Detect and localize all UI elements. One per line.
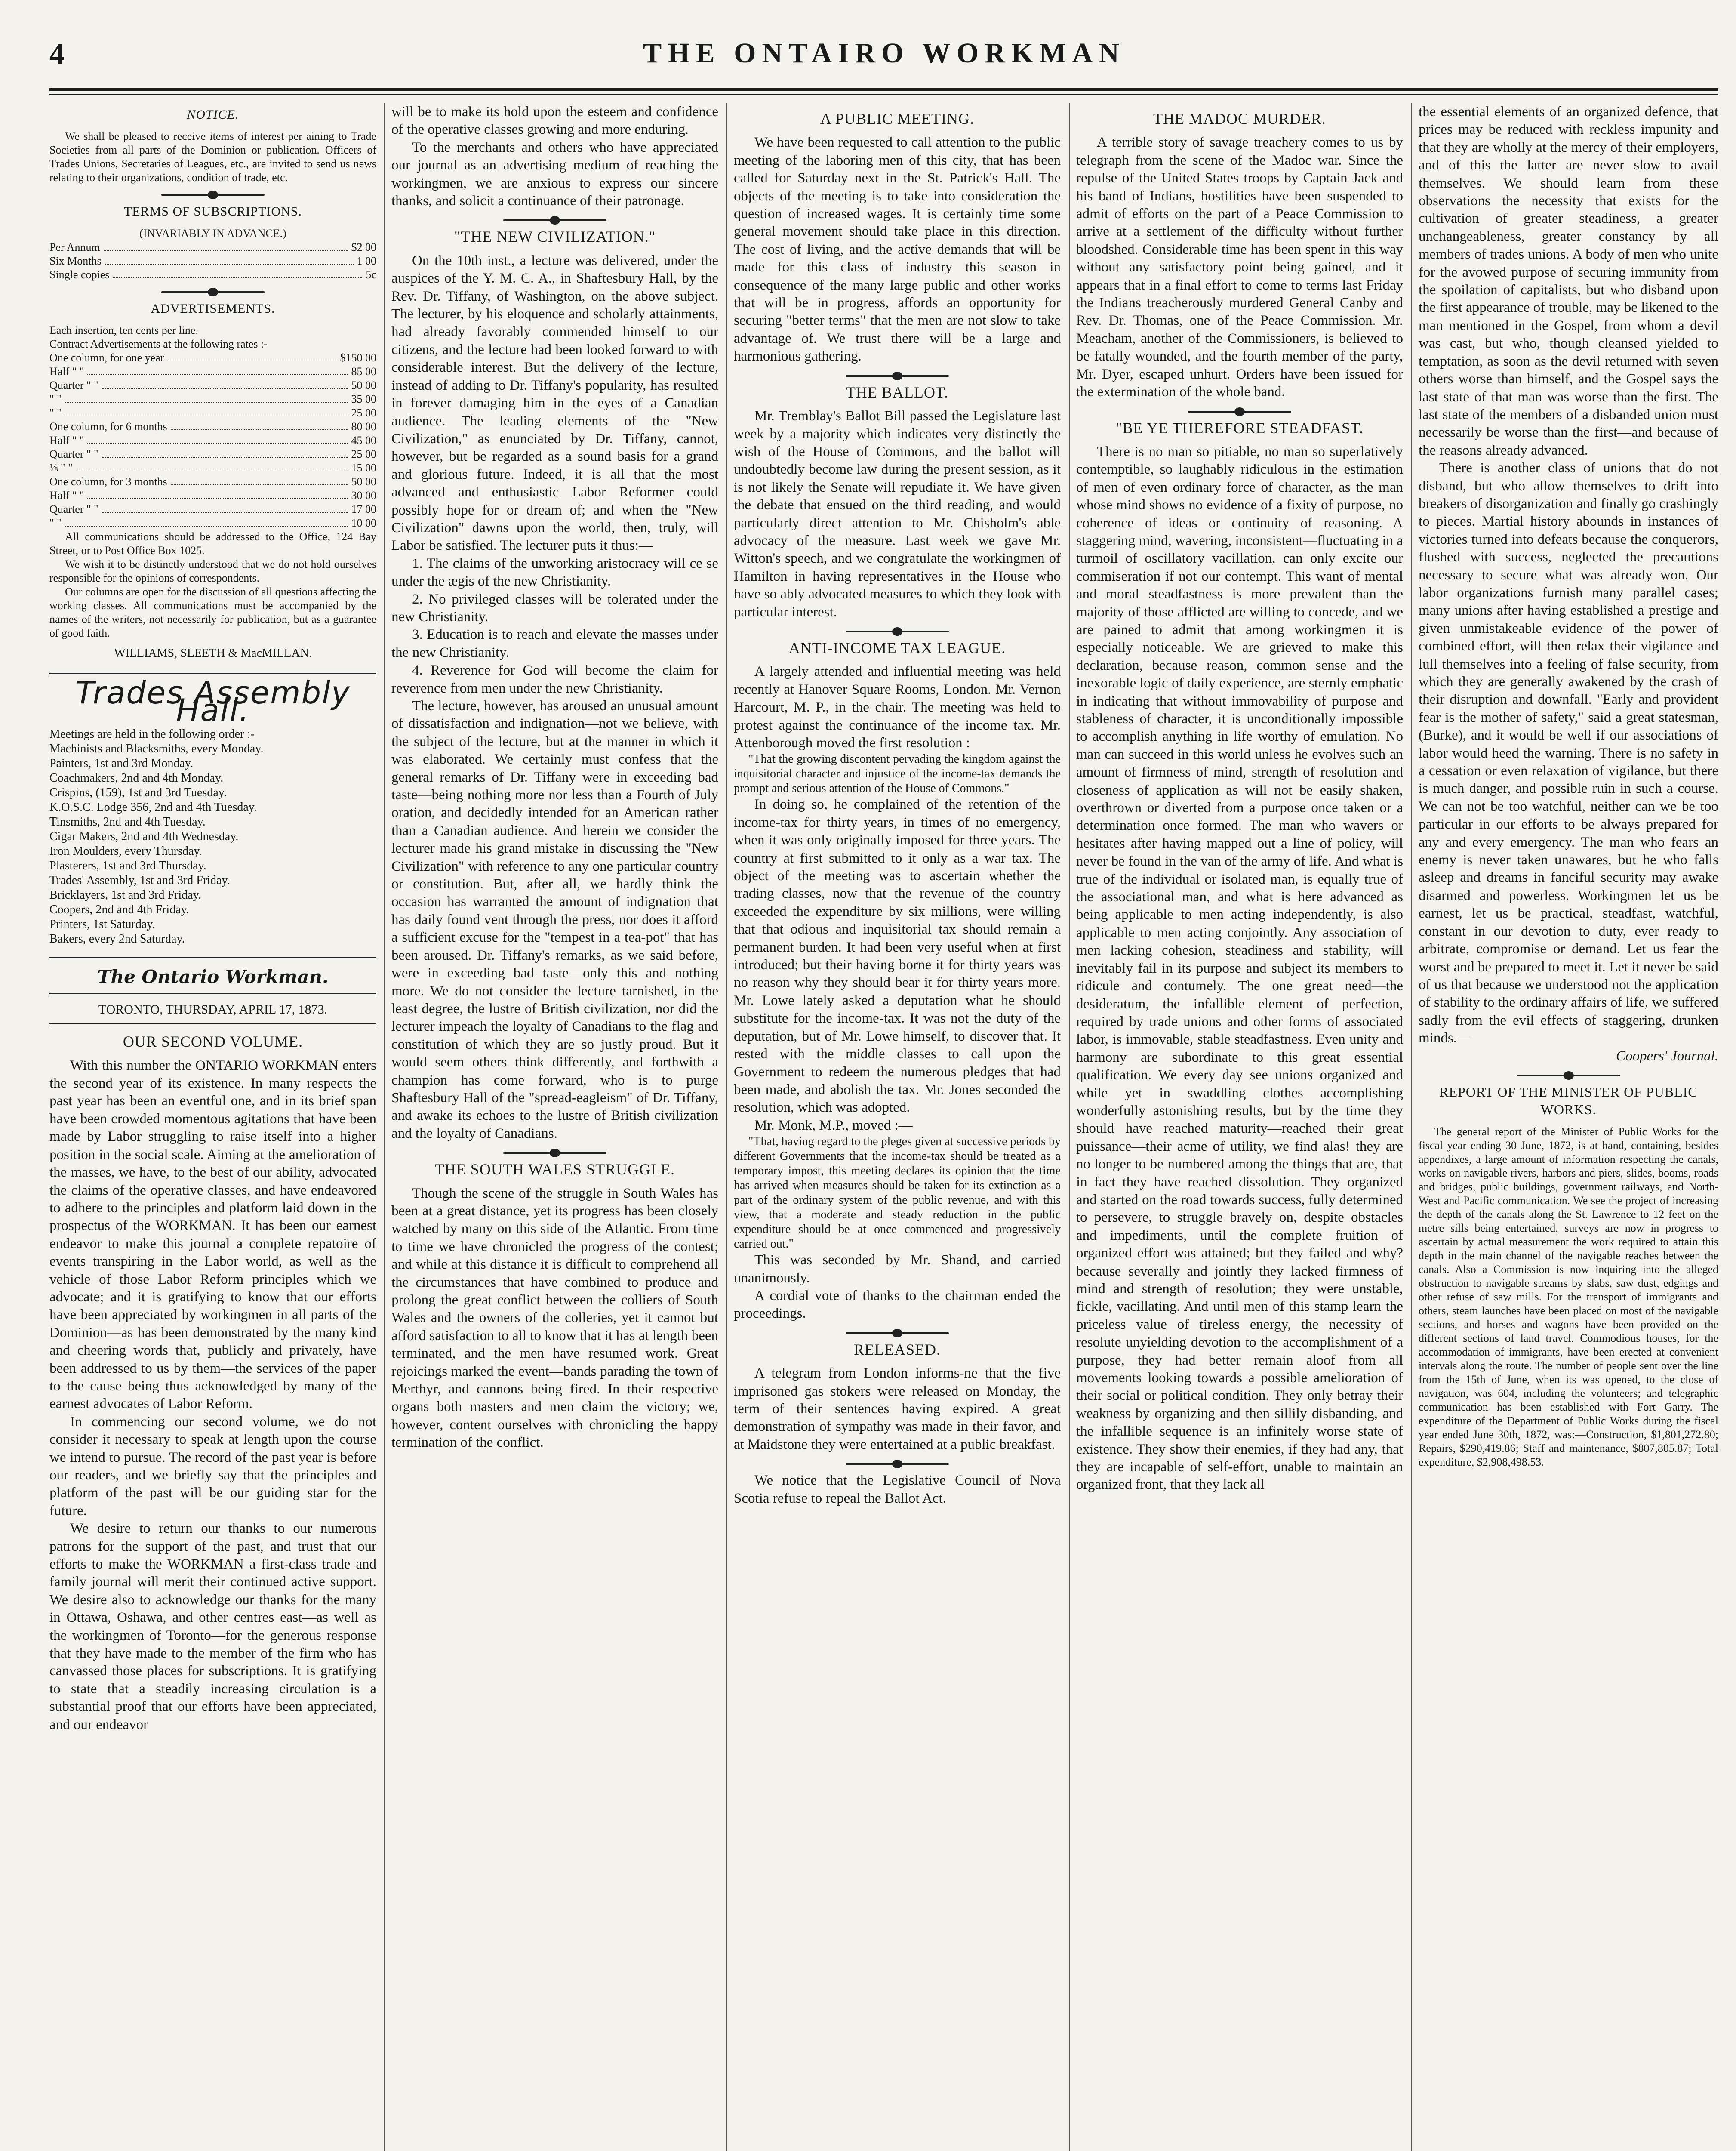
advertising-rates: [49, 351, 376, 530]
masthead-rule: [49, 88, 1718, 91]
rate-price: 1 00: [357, 254, 376, 267]
dot-leader: [65, 516, 348, 527]
meeting-item: Coachmakers, 2nd and 4th Monday.: [49, 771, 224, 785]
rate-label: Per Annum: [49, 240, 100, 253]
dot-leader: [102, 379, 348, 389]
continued-paragraph: the essential elements of an organized defence, that prices may be reduced with reckless impunity and that they are wholly at the mercy of their employers, and of this the latter are never slow to avail themselves. We should learn from these observations the necessity that exists for the cultivation of greater steadiness, a greater unchangeableness, greater constancy by all members of trades unions. A body of men who unite for the avowed purpose of securing immunity from the spoilation of capitalists, but who disband upon the first appearance of trouble, may be likened to the man mentioned in the Gospel, from whom a devil was cast, but who, though cleansed yielded to temptation, as soon as the devil returned with seven others worse than himself, and the Gospel says the last state of that man was worse than the first. The last state of the members of a disbanded union must necessarily be worse than the first—and because of the reasons already advanced.: [1419, 104, 1718, 458]
subscriptions-heading: TERMS OF SUBSCRIPTIONS.: [124, 204, 302, 219]
rate-price: 85 00: [351, 365, 376, 378]
separator-rule: [846, 1463, 949, 1465]
rate-price: 25 00: [351, 407, 376, 419]
rate-price: 5c: [366, 268, 376, 281]
rate-price: $2 00: [351, 240, 376, 253]
dot-leader: [102, 447, 348, 458]
continued-paragraph: will be to make its hold upon the esteem and confidence of the operative classes growing and more enduring.: [391, 104, 718, 138]
subscription-rates: [49, 240, 376, 282]
advertisements-heading: ADVERTISEMENTS.: [151, 301, 275, 316]
rate-label: Half " ": [49, 489, 84, 502]
ballot-paragraph: Mr. Tremblay's Ballot Bill passed the Legislature last week by a majority which indicates very distinctly the wish of the House of Commons, and the ballot will undoubtedly become law during the present session, as it is not likely the Senate will repudiate it. We have given the debate that ensued on the third reading, and would particularly direct attention to Mr. Chisholm's able advocacy of the measure. Last week we gave Mr. Witton's speech, and we congratulate the workingmen of Hamilton in having representatives in the House who have so ably advocated measures to which they look with particular interest.: [734, 408, 1061, 620]
rate-label: " ": [49, 517, 62, 530]
trades-assembly-title: Trades Assembly Hall.: [75, 674, 351, 729]
meeting-item: K.O.S.C. Lodge 356, 2nd and 4th Tuesday.: [49, 801, 257, 814]
dot-leader: [104, 240, 348, 251]
quote-text: "That, having regard to the pleges given at successive periods by different Governments that the income-tax should be treated as a temporary impost, this meeting declares its opinion that the time has arrived when measures should be taken for its extinction as a part of the ordinary system of the public revenue, and with this view, that a moderate and steady reduction in the public expenditure should be at once commenced and progressively carried out.": [734, 1135, 1061, 1251]
rate-price: $150 00: [340, 351, 376, 364]
rate-row: [49, 365, 376, 379]
rate-label: One column, for 6 months: [49, 420, 167, 433]
source-journal: Coopers' Journal.: [1616, 1048, 1718, 1064]
meeting-item: Coopers, 2nd and 4th Friday.: [49, 903, 189, 917]
meeting-item: Bakers, every 2nd Saturday.: [49, 932, 185, 946]
dot-leader: [87, 434, 348, 444]
volume-paragraph: In commencing our second volume, we do not consider it necessary to speak at length upon the course we intend to pursue. The record of the past year is before our readers, and we briefly say that the principles and platform of the past will be our guiding star for the future.: [49, 1414, 376, 1519]
rate-label: " ": [49, 393, 62, 406]
dot-leader: [171, 475, 348, 485]
rate-row: [49, 351, 376, 365]
steadfast-paragraph: There is no man so pitiable, no man so superlatively contemptible, so laughably ridiculous in the estimation of men of even ordinary force of character, as the man whose mind shows no evidence of a fixity of purpose, no coherence of ideas or continuity of reasoning. A staggering mind, wavering, inconsistent—fluctuating in a turmoil of oscillatory vacillation, can only excite our commiseration if not our contempt. This want of mental and moral steadfastness is more prevalent than the majority of those afflicted are willing to concede, and we are pained to admit that among workingmen it is especially noticeable. We are grieved to make this declaration, because reason, common sense and the inexorable logic of daily experience, are sternly emphatic in indicating that without immovability of purpose and stableness of character, it is unconditionally impossible to accomplish anything in life worthy of emulation. No man can succeed in this world unless he evolves such an amount of firmness of mind, strength of resolution and closeness of application as will not be easily shaken, overthrown or diverted from a purpose once taken or a determination once formed. The man who wavers or hesitates after having mapped out a line of policy, will never be found in the van of the army of life. And what is true of the individual or isolated man, is equally true of the associational man, and what is here advanced as being applicable to men acting independently, is also applicable to men acting conjointly. Any association of men lacking cohesion, steadiness and stability, will inevitably fail in its purpose and subject its members to ridicule and contumely. The one great need—the desideratum, the infallible element of perfection, required by trade unions and other forms of associated labor, is immovable, stable steadfastness. Even unity and harmony are subordinate to this great essential qualification. We every day see unions organized and while yet in swaddling clothes accomplishing wonderfully astonishing results, but by the time they should have reached maturity—reached their great puissance—their acme of utility, we find alas! they are no longer to be numbered among the things that are, that in fact they have reached dissolution. They organized and started on the road towards success, fully determined to persevere, to struggle bravely on, despite obstacles and impediments, until the complete fruition of organized effort was attained; but they failed and why? because severally and jointly they lacked firmness of mind and strength of resolution; they were unstable, fickle, vacillating. And until men of this stamp learn the priceless value of tireless energy, the necessity of resolute unyielding devotion to the accomplishment of a purpose, they had better remain aloof from all movements looking towards a possible amelioration of their social or political condition. They only betray their weakness by organizing and then sillily disbanding, and the infallible sequence is an infinitely worse state of existence. They show their enemies, if they had any, that they are incapable of self-effort, unable to maintain an organized front, that they lack all: [1076, 444, 1403, 1493]
masthead-rule-thin: [49, 94, 1718, 95]
steadfast-article: [1076, 443, 1403, 1494]
dot-leader: [102, 502, 348, 513]
meeting-item: Plasterers, 1st and 3rd Thursday.: [49, 859, 206, 873]
volume-paragraph: With this number the ONTARIO WORKMAN enters the second year of its existence. In many respects the past year has been an eventful one, and in its brief span have been crowded momentous agitations that have been made by Labor struggling to raise itself into a higher position in the social scale. Aiming at the amelioration of the masses, we have, to the best of our ability, advocated the claims of the operative classes, and have endeavored to adhere to the principles and platform laid down in the prospectus of the WORKMAN. It has been our earnest endeavor to make this journal a complete repatoire of events transpiring in the Labor world, as well as the vehicle of those Labor Reform principles which we advocate; and it is gratifying to know that our efforts have been appreciated by workingmen in all parts of the Dominion—as has been demonstrated by the many kind and cheering words that, publicly and privately, have been addressed to us by them—the services of the paper to the cause being thus acknowledged by many of the earnest advocates of Labor Reform.: [49, 1057, 376, 1412]
meeting-item: Crispins, (159), 1st and 3rd Tuesday.: [49, 786, 227, 800]
rate-price: 50 00: [351, 475, 376, 488]
income-tax-heading: ANTI-INCOME TAX LEAGUE.: [788, 639, 1006, 656]
madoc-heading: THE MADOC MURDER.: [1153, 110, 1326, 127]
meeting-item: Machinists and Blacksmiths, every Monday.: [49, 742, 264, 756]
meetings-list: [49, 742, 376, 946]
disclaimers: [49, 530, 376, 640]
meetings-intro: Meetings are held in the following order :-: [49, 727, 255, 741]
public-meeting-heading: A PUBLIC MEETING.: [820, 110, 974, 127]
rate-label: Six Months: [49, 254, 102, 267]
dot-leader: [87, 489, 348, 499]
rate-row: [49, 379, 376, 392]
claim-list-item: 2. No privileged classes will be tolerated under the new Christianity.: [391, 591, 718, 625]
rate-label: Quarter " ": [49, 448, 98, 461]
meeting-item: Printers, 1st Saturday.: [49, 918, 155, 931]
quote-text: "That the growing discontent pervading the kingdom against the inquisitorial character and injustice of the income-tax demands the prompt and serious attention of the House of Commons.": [734, 752, 1061, 795]
rate-row: [49, 434, 376, 447]
double-rule: [49, 1023, 376, 1026]
dot-leader: [87, 365, 348, 375]
separator-rule: [161, 194, 265, 196]
newspaper-title: THE ONTAIRO WORKMAN: [643, 37, 1125, 69]
rate-label: Quarter " ": [49, 379, 98, 392]
rate-row: [49, 502, 376, 516]
separator-rule: [161, 291, 265, 293]
dot-leader: [113, 268, 362, 278]
column-divider: [384, 103, 385, 2151]
meeting-item: Painters, 1st and 3rd Monday.: [49, 757, 194, 770]
civilization-heading: "THE NEW CIVILIZATION.": [454, 228, 656, 246]
steadfast-heading: "BE YE THEREFORE STEADFAST.: [1115, 419, 1364, 437]
separator-rule: [503, 219, 606, 221]
rate-row: [49, 447, 376, 461]
income-tax-paragraph-1: A largely attended and influential meeting was held recently at Hanover Square Rooms, London. Mr. Vernon Harcourt, M. P., in the chair. The meeting was held to protest against the continuance of the income tax. Mr. Attenborough moved the first resolution :: [734, 664, 1061, 751]
column-1: [49, 103, 376, 2151]
rate-label: Quarter " ": [49, 503, 98, 516]
rate-row: [49, 475, 376, 489]
rate-price: 25 00: [351, 448, 376, 461]
civilization-paragraph: On the 10th inst., a lecture was delivered, under the auspices of the Y. M. C. A., in Shaftesbury Hall, by the Rev. Dr. Tiffany, of Washington, on the above subject. The lecturer, by his eloquence and scholarly attainments, had already favorably commended himself to our citizens, and the lecture had been looked forward to with considerable interest. But the delivery of the lecture, instead of adding to Dr. Tiffany's popularity, has resulted in forever damaging him in the eyes of a Canadian audience. The leading elements of the "New Civilization," as enunciated by Dr. Tiffany, cannot, however, but be regarded as a sound basis for a grand and glorious future. Indeed, it is all that the most advanced and enthusiastic Labor Reformer could possibly hope for or dream of; and when the "New Civilization" dawns upon the world, then, truly, will Labor be satisfied. The lecturer puts it thus:—: [391, 253, 718, 554]
column-5: [1419, 103, 1718, 2151]
rate-row: [49, 516, 376, 530]
separator-rule: [846, 631, 949, 632]
rate-row: [49, 240, 376, 254]
column-4: [1076, 103, 1403, 2151]
meeting-item: Iron Moulders, every Thursday.: [49, 844, 202, 858]
separator-rule: [1517, 1075, 1620, 1076]
meeting-item: Cigar Makers, 2nd and 4th Wednesday.: [49, 830, 239, 844]
public-meeting-paragraph: We have been requested to call attention to the public meeting of the laboring men of this city, that has been called for Saturday next in the St. Patrick's Hall. The objects of the meeting is to take into consideration the question of increased wages. It is certainly time some general movement should take place in this direction. The cost of living, and the active demands that will be made for this class of industry this season in consequence of the many large public and other works that will be in progress, affords an opportunity for securing "better terms" that the men are not slow to take advantage of. We trust there will be a large and harmonious gathering.: [734, 135, 1061, 364]
rate-price: 35 00: [351, 393, 376, 406]
rate-label: One column, for 3 months: [49, 475, 167, 488]
continued-paragraph-2: To the merchants and others who have appreciated our journal as an advertising medium of reaching the workingmen, we are anxious to express our sincere thanks, and solicit a continuance of their patronage.: [391, 139, 718, 209]
public-works-report: [1419, 1125, 1718, 1469]
claim-list-item: 1. The claims of the unworking aristocracy will ce se under the ægis of the new Christianity.: [391, 555, 718, 589]
meeting-item: Trades' Assembly, 1st and 3rd Friday.: [49, 874, 230, 888]
income-tax-paragraph-4: This was seconded by Mr. Shand, and carried unanimously.: [734, 1252, 1061, 1286]
continued-paragraph-2: There is another class of unions that do not disband, but who allow themselves to drift into breakers of disorganization and finally go crashingly to pieces. Martial history abounds in instances of victories turned into defeats because the conquerors, flushed with success, neglected the precautions necessary to secure what was already won. Our labor organizations furnish many parallel cases; many unions after having established a prestige and given unmistakeable evidence of the power of combined effort, will then relax their vigilance and lull themselves into a feeling of false security, from which they are generally awakened by the crash of their disruption and downfall. "Early and provident fear is the mother of safety," said a great statesman, (Burke), and it would be well if our associations of labor would heed the warning. There is no safety in a cessation or even relaxation of vigilance, but there is much danger, and possible ruin in such a course. We can not be too watchful, neither can we be too particular in our efforts to be always prepared for any and every emergency. The man who fears an enemy is never taken unawares, but he who falls asleep and dreams in fanciful security may awake disarmed and powerless. Workingmen let us be earnest, let us be practical, steadfast, watchful, constant in our devotion to duty, ever ready to arbitrate, compromise or demand. Let us fear the worst and be prepared to meet it. Let it never be said of us that because we understood not the application of stability to the ordinary affairs of life, we suffered sadly from the evil effects of staggering, drunken minds.—: [1419, 460, 1718, 1046]
rate-label: " ": [49, 407, 62, 419]
income-tax-paragraph-2: In doing so, he complained of the retention of the income-tax for thirty years, in times of no emergency, when it was only originally imposed for three years. The country at first submitted to it only as a war tax. The object of the meeting was to ascertain whether the trading classes, now that the revenue of the country exceeded the expenditure by six millions, were willing that that odious and inquisitorial tax should remain a permanent burden. It had been very useful when at first introduced; but their having borne it for thirty years was no reason why they should bear it for thirty years more. Mr. Lowe lately asked a deputation what he should substitute for the income-tax. It was not the duty of the deputation, but of Mr. Lowe himself, to discover that. It rested with the middle classes to call upon the Government to redeem the numerous pledges that had been made, and abolish the tax. Mr. Jones seconded the resolution, which was adopted.: [734, 797, 1061, 1116]
source-attribution: [1419, 1048, 1718, 1065]
rate-price: 80 00: [351, 420, 376, 433]
column-divider: [1069, 103, 1070, 2151]
masthead: [49, 37, 1718, 71]
notice-heading: NOTICE.: [187, 108, 239, 122]
column-divider: [1411, 103, 1412, 2151]
disclaimer-1: We wish it to be distinctly understood that we do not hold ourselves responsible for the opinions of correspondents.: [49, 558, 376, 585]
rate-label: Single copies: [49, 268, 110, 281]
civilization-paragraph: The lecture, however, has aroused an unusual amount of dissatisfaction and indignation—not we believe, with the subject of the lecture, but at the manner in which it was elaborated. We certainly must confess that the general remarks of Dr. Tiffany were in exceeding bad taste—being nothing more nor less than a Fourth of July oration, and decidedly intended for an American rather than a Canadian audience. And herein we consider the lecturer made his grand mistake in discussing the "New Civilization" with reference to any one particular country or constitution. But, after all, we hardly think the occasion has warranted the amount of indignation that has daily found vent through the press, nor does it afford a sufficient excuse for the "tempest in a tea-pot" that has been aroused. Dr. Tiffany's remarks, as we said before, were in exceeding bad taste—only this and nothing more. We do not consider the lecture tarnished, in the least degree, the lustre of British civilization, nor did the lecturer impeach the loyalty of Canadians to the flag and constitution of which they are so justly proud. But it would seem others think differently, and forthwith a champion has come forward, who is to purge Shaftesbury Hall of the "spread-eagleism" of Dr. Tiffany, and awake its echoes to the lustre of British civilization and the loyalty of Canadians.: [391, 698, 718, 1141]
released-paragraph: A telegram from London informs-ne that the five imprisoned gas stokers were released on Monday, the term of their sentences having expired. A great demonstration of sympathy was made in their favor, and at Maidstone they were entertained at a public breakfast.: [734, 1365, 1061, 1452]
nova-scotia-paragraph: We notice that the Legislative Council of Nova Scotia refuse to repeal the Ballot Act.: [734, 1473, 1061, 1506]
rate-row: [49, 420, 376, 434]
south-wales-heading: THE SOUTH WALES STRUGGLE.: [434, 1161, 675, 1178]
rate-row: [49, 254, 376, 268]
subscriptions-note: (INVARIABLY IN ADVANCE.): [139, 227, 286, 240]
rate-price: 17 00: [351, 503, 376, 516]
public-works-paragraph: The general report of the Minister of Public Works for the fiscal year ending 30 June, 1872, is at hand, containing, besides appendixes, a large amount of information respecting the canals, works on navigable rivers, harbors and piers, slides, booms, roads and bridges, public buildings, government railways, and North-West and Pacific communication. We see the project of increasing the depth of the canals along the St. Lawrence to 12 feet on the metre sills being entertained, surveys are now in progress to ascertain by actual measurement the work required to attain this depth in the main channel of the navigable reaches between the canals. Also a Commission is now inquiring into the alleged obstruction to navigable streams by slabs, saw dust, edgings and other refuse of saw mills. For the transport of immigrants and others, steam launches have been placed on most of the navigable sections, and horses and wagons have been provided on the different sections of land travel. Commodious houses, for the accommodation of immigrants, have been erected at convenient intervals along the route. The number of people sent over the line from the 15th of June, when its was opened, to the close of navigation, was 604, including the volunteers; and telegraphic communication has been established with Fort Garry. The expenditure of the Department of Public Works during the fiscal year ended June 30th, 1872, was:—Construction, $1,801,272.80; Repairs, $290,419.86; Staff and maintenance, $807,805.87; Total expenditure, $2,908,498.53.: [1419, 1125, 1718, 1468]
meeting-item: Bricklayers, 1st and 3rd Friday.: [49, 888, 201, 902]
rate-label: ⅛ " ": [49, 462, 73, 475]
released-heading: RELEASED.: [854, 1341, 941, 1358]
double-rule: [49, 993, 376, 996]
separator-rule: [846, 1332, 949, 1334]
rate-label: Half " ": [49, 434, 84, 447]
separator-rule: [846, 375, 949, 377]
double-rule: [49, 957, 376, 960]
publishers: WILLIAMS, SLEETH & MacMILLAN.: [114, 647, 312, 660]
resolution-quote-2: [734, 1134, 1061, 1251]
column-2: [391, 103, 718, 2151]
paper-nameplate: The Ontario Workman.: [97, 966, 329, 988]
dateline: TORONTO, THURSDAY, APRIL 17, 1873.: [98, 1002, 328, 1017]
page-number: 4: [49, 37, 65, 71]
dot-leader: [171, 420, 348, 430]
dot-leader: [65, 392, 348, 403]
meeting-item: Tinsmiths, 2nd and 4th Tuesday.: [49, 815, 206, 829]
rate-price: 15 00: [351, 462, 376, 475]
ads-note-1: Each insertion, ten cents per line.: [49, 324, 198, 337]
rate-price: 30 00: [351, 489, 376, 502]
dot-leader: [105, 254, 354, 265]
notice-text: We shall be pleased to receive items of interest per aining to Trade Societies from all parts of the Dominion or publication. Officers of Trades Unions, Secretaries of Leagues, etc., are invited to send us news relating to their organizations, condition of trade, etc.: [49, 130, 376, 184]
income-tax-paragraph-5: A cordial vote of thanks to the chairman ended the proceedings.: [734, 1288, 1061, 1322]
contact-note: All communications should be addressed to the Office, 124 Bay Street, or to Post Office Box 1025.: [49, 530, 376, 557]
income-tax-paragraph-3: Mr. Monk, M.P., moved :—: [754, 1117, 913, 1133]
volume-article: [49, 1057, 376, 1734]
rate-label: Half " ": [49, 365, 84, 378]
column-divider: [726, 103, 727, 2151]
dot-leader: [167, 351, 336, 361]
rate-price: 45 00: [351, 434, 376, 447]
resolution-quote-1: [734, 752, 1061, 796]
rate-row: [49, 406, 376, 420]
claim-list-item: 3. Education is to reach and elevate the masses under the new Christianity.: [391, 627, 718, 660]
rate-row: [49, 489, 376, 502]
public-works-heading: REPORT OF THE MINISTER OF PUBLIC WORKS.: [1439, 1084, 1698, 1118]
column-3: [734, 103, 1061, 2151]
rate-price: 50 00: [351, 379, 376, 392]
claim-list-item: 4. Reverence for God will become the claim for reverence from men under the new Christianity.: [391, 663, 718, 696]
south-wales-paragraph: Though the scene of the struggle in South Wales has been at a great distance, yet its progress has been closely watched by many on this side of the Atlantic. From time to time we have chronicled the progress of the contest; and while at this distance it is difficult to comprehend all the circumstances that have combined to produce and prolong the great conflict between the colliers of South Wales and the owners of the colleries, yet it cannot but afford satisfaction to all to know that it has at length been terminated, and the men have resumed work. Great rejoicings marked the event—bands parading the town of Merthyr, and cannons being fired. In their respective organs both masters and men claim the victory; we, however, content ourselves with chronicling the happy termination of the conflict.: [391, 1185, 718, 1451]
civilization-article: [391, 252, 718, 1143]
disclaimer-2: Our columns are open for the discussion of all questions affecting the working classes. All communications must be accompanied by the names of the writers, not necessarily for publication, but as a guarantee of good faith.: [49, 586, 376, 640]
volume-paragraph: We desire to return our thanks to our numerous patrons for the support of the past, and trust that our efforts to make the WORKMAN a first-class trade and family journal will merit their continued active support. We desire also to acknowledge our thanks for the many in Ottawa, Oshawa, and other centres east—as well as the workingmen of Toronto—for the generous response that they have made to the member of the firm who has canvassed those places for subscriptions. It is gratifying to state that a steadily increasing circulation is a substantial proof that our efforts have been appreciated, and our endeavor: [49, 1521, 376, 1732]
rate-price: 10 00: [351, 517, 376, 530]
ads-note-2: Contract Advertisements at the following rates :-: [49, 338, 268, 351]
rate-label: One column, for one year: [49, 351, 164, 364]
dot-leader: [65, 406, 348, 416]
separator-rule: [1188, 411, 1291, 413]
rate-row: [49, 268, 376, 282]
rate-row: [49, 461, 376, 475]
ballot-heading: THE BALLOT.: [846, 383, 949, 401]
separator-rule: [503, 1152, 606, 1154]
notice-block: [49, 129, 376, 185]
volume-heading: OUR SECOND VOLUME.: [123, 1033, 303, 1051]
madoc-paragraph: A terrible story of savage treachery comes to us by telegraph from the scene of the Madoc war. Since the repulse of the United States troops by Captain Jack and his band of Indians, hostilities have been suspended to admit of efforts on the part of a Peace Commission to arrive at a settlement of the difficulty without further bloodshed. Considerable time has been spent in this way without any satisfactory point being gained, and it appears that in a final effort to come to terms last Friday the Indians treacherously murdered General Canby and Rev. Dr. Thomas, one of the Peace Commission. Mr. Meacham, another of the Commissioners, is believed to be fatally wounded, and the fourth member of the party, Mr. Dyer, escaped unhurt. Orders have been issued for the extermination of the whole band.: [1076, 135, 1403, 400]
rate-row: [49, 392, 376, 406]
dot-leader: [76, 461, 348, 471]
